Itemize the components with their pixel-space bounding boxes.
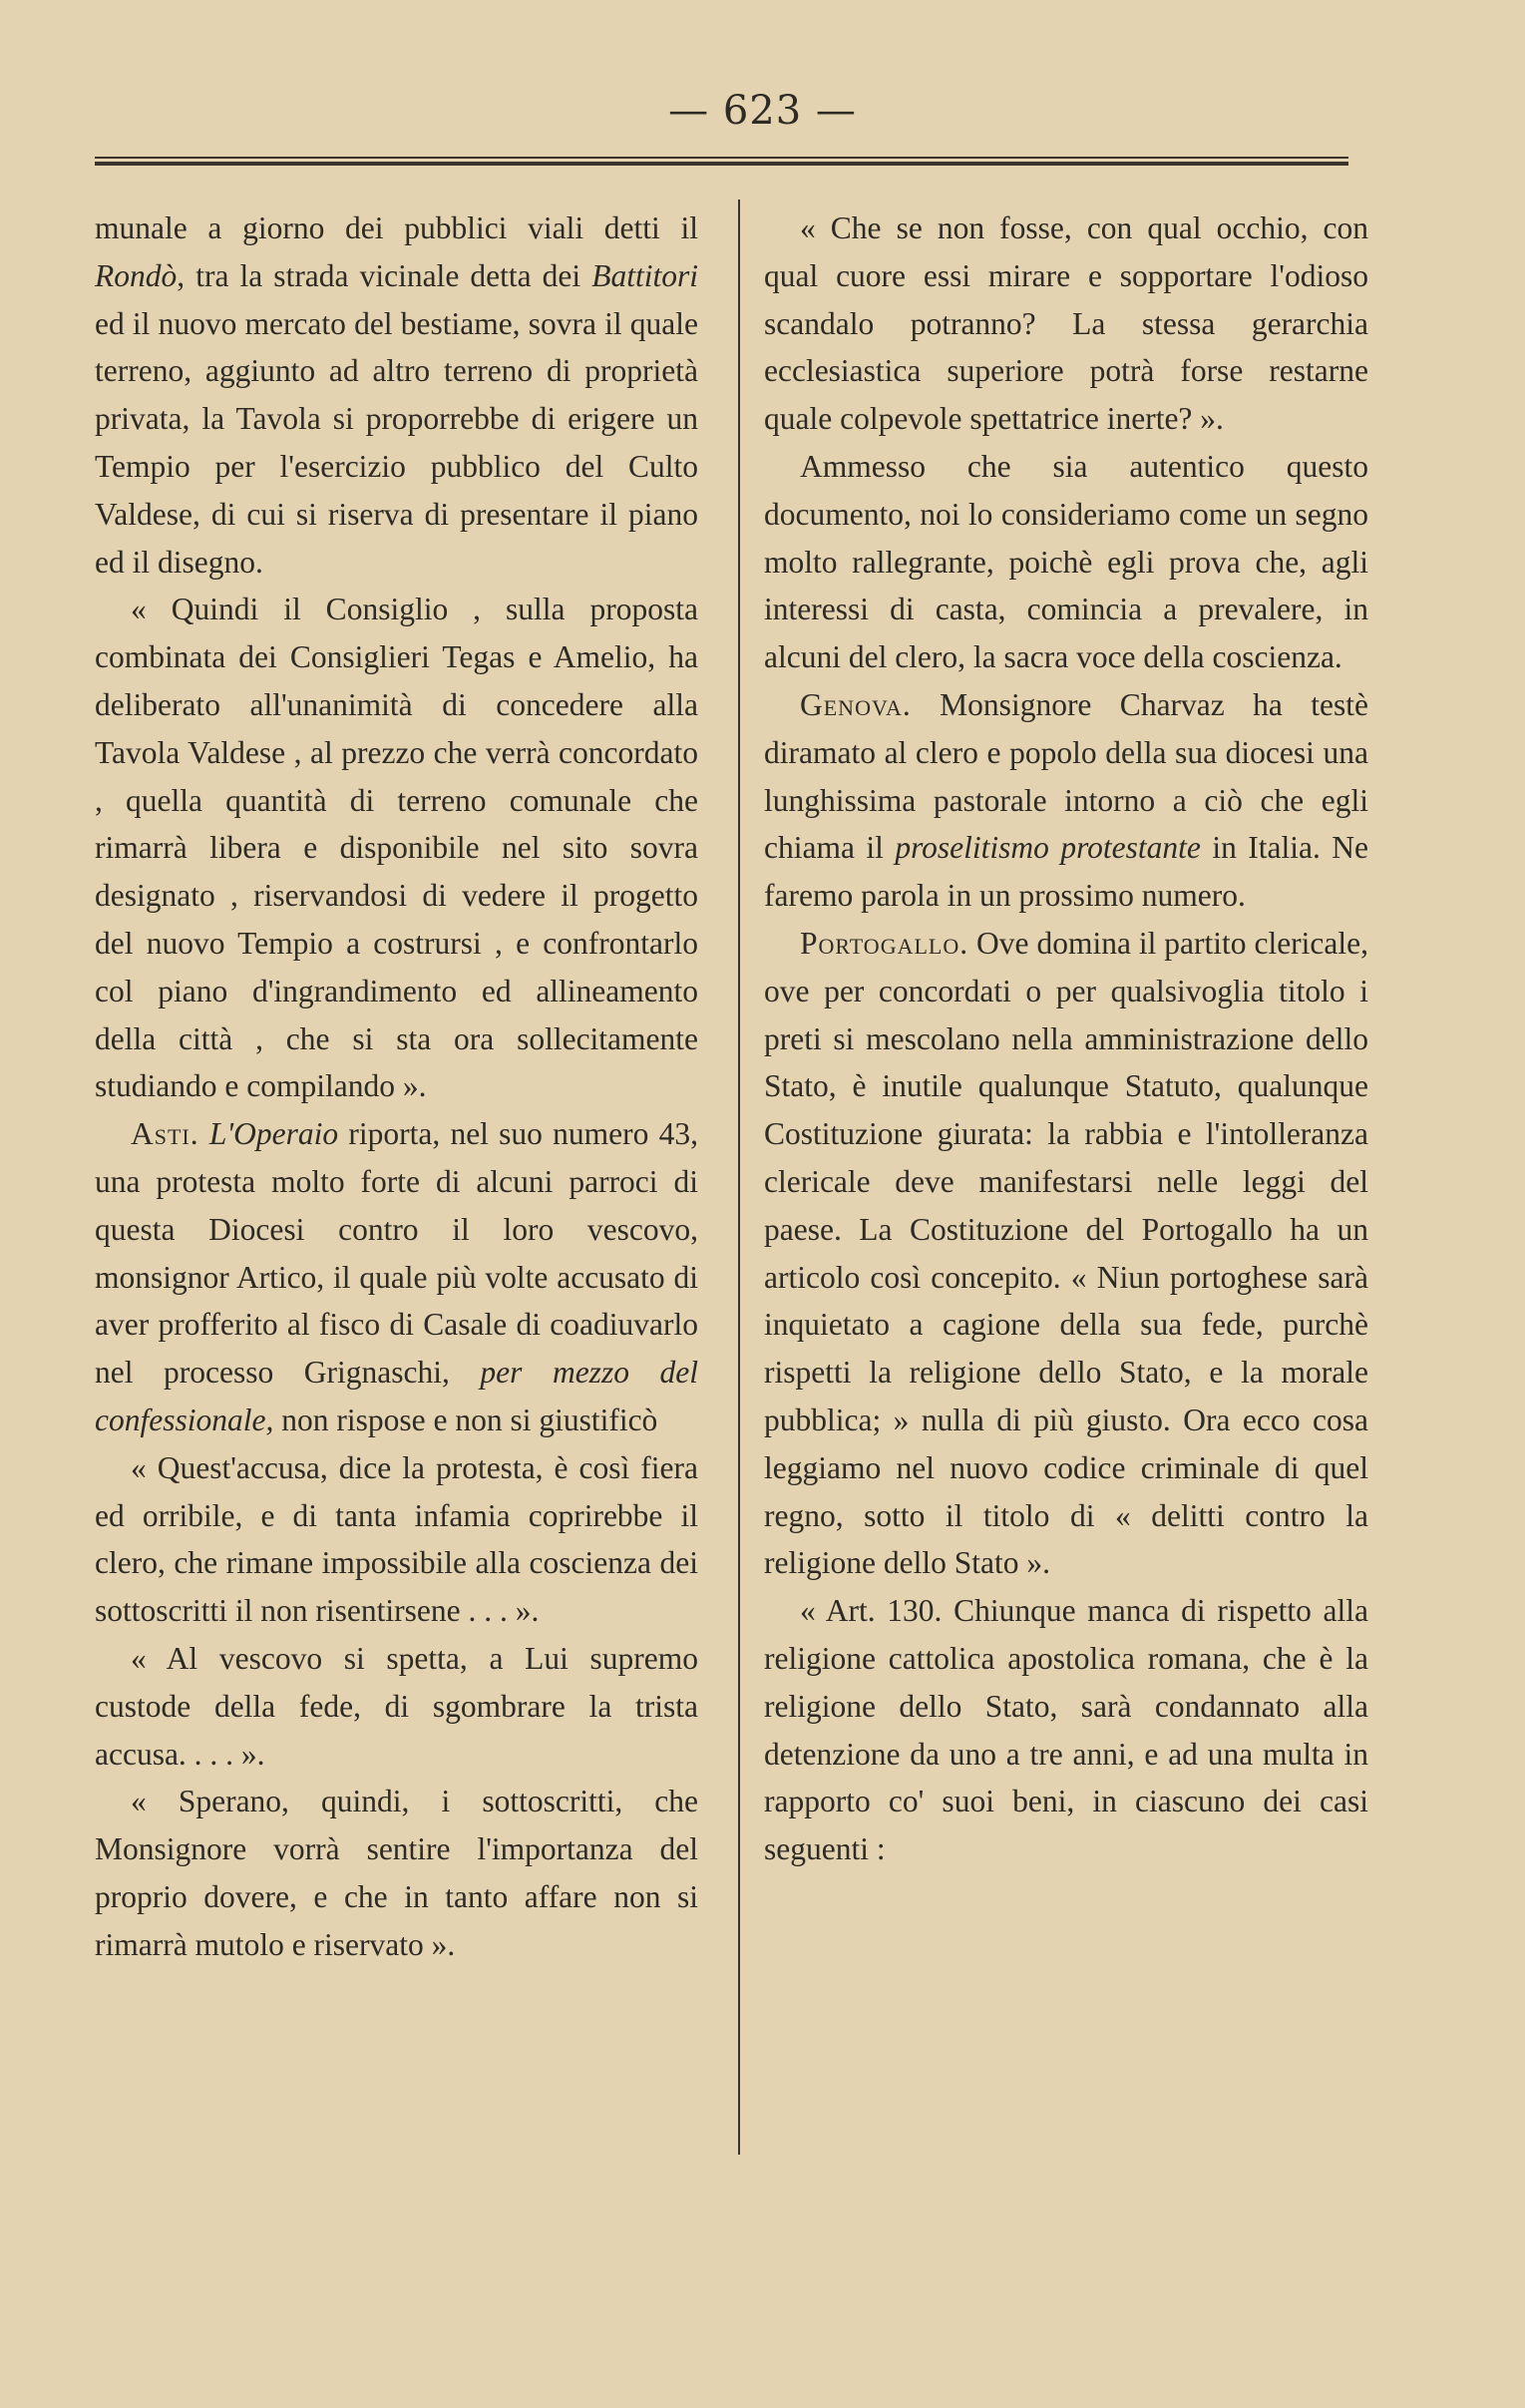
right-column: [764, 204, 1368, 1873]
paragraph: « Al vescovo si spetta, a Lui supremo custode della fede, di sgombrare la trista accusa. . . . ».: [95, 1640, 698, 1772]
paragraph: « Quindi il Consiglio , sulla proposta combinata dei Consiglieri Tegas e Amelio, ha deliberato all'unanimità di concedere alla Tavola Valdese , al prezzo che verrà concordato , quella quantità di terreno comunale che rimarrà libera e disponibile nel sito sovra designato , riservandosi di vedere il progetto del nuovo Tempio a costrursi , e confrontarlo col piano d'ingrandimento ed allineamento della città , che si sta ora sollecitamente studiando e compilando ».: [95, 592, 698, 1104]
paragraph: « Sperano, quindi, i sottoscritti, che Monsignore vorrà sentire l'importanza del proprio dovere, e che in tanto affare non si rimarrà mutolo e riservato ».: [95, 1784, 698, 1962]
paragraph: « Art. 130. Chiunque manca di rispetto alla religione cattolica apostolica romana, che è la religione dello Stato, sarà condannato alla detenzione da uno a tre anni, e ad una multa in rapporto co' suoi beni, in ciascuno dei casi seguenti :: [764, 1593, 1368, 1867]
page-number: — 623 —: [668, 88, 857, 134]
paragraph: Genova. Monsignore Charvaz ha testè diramato al clero e popolo della sua diocesi una lunghissima pastorale intorno a ciò che egli chiama il proselitismo protestante in Italia. Ne faremo parola in un prossimo numero.: [764, 686, 1368, 914]
paragraph: Portogallo. Ove domina il partito clericale, ove per concordati o per qualsivoglia titolo i preti si mescolano nella amministrazione dello Stato, è inutile qualunque Statuto, qualunque Costituzione giurata: la rabbia e l'intolleranza clericale deve manifestarsi nelle leggi del paese. La Costituzione del Portogallo ha un articolo così concepito. « Niun portoghese sarà inquietato a cagione della sua fede, purchè rispetti la religione dello Stato, e la morale pubblica; » nulla di più giusto. Ora ecco cosa leggiamo nel nuovo codice criminale di quel regno, sotto il titolo di « delitti contro la religione dello Stato ».: [764, 925, 1368, 1581]
left-column: [95, 204, 698, 1968]
paragraph: munale a giorno dei pubblici viali detti il Rondò, tra la strada vicinale detta dei Battitori ed il nuovo mercato del bestiame, sovra il quale terreno, aggiunto ad altro terreno di proprietà privata, la Tavola si proporrebbe di erigere un Tempio per l'esercizio pubblico del Culto Valdese, di cui si riserva di presentare il piano ed il disegno.: [95, 210, 698, 580]
header-rule: [95, 157, 1348, 166]
paragraph: « Quest'accusa, dice la protesta, è così fiera ed orribile, e di tanta infamia coprirebbe il clero, che rimane impossibile alla coscienza dei sottoscritti il non risentirsene . . . ».: [95, 1449, 698, 1629]
paragraph: « Che se non fosse, con qual occhio, con qual cuore essi mirare e sopportare l'odioso scandalo potranno? La stessa gerarchia ecclesiastica superiore potrà forse restarne quale colpevole spettatrice inerte? ».: [764, 210, 1368, 437]
column-divider: [738, 200, 740, 2155]
paragraph: Asti. L'Operaio riporta, nel suo numero 43, una protesta molto forte di alcuni parroci di questa Diocesi contro il loro vescovo, monsignor Artico, il quale più volte accusato di aver profferito al fisco di Casale di coadiuvarlo nel processo Grignaschi, per mezzo del confessionale, non rispose e non si giustificò: [95, 1116, 699, 1437]
paragraph: Ammesso che sia autentico questo documento, noi lo consideriamo come un segno molto rallegrante, poichè egli prova che, agli interessi di casta, comincia a prevalere, in alcuni del clero, la sacra voce della coscienza.: [764, 448, 1368, 675]
